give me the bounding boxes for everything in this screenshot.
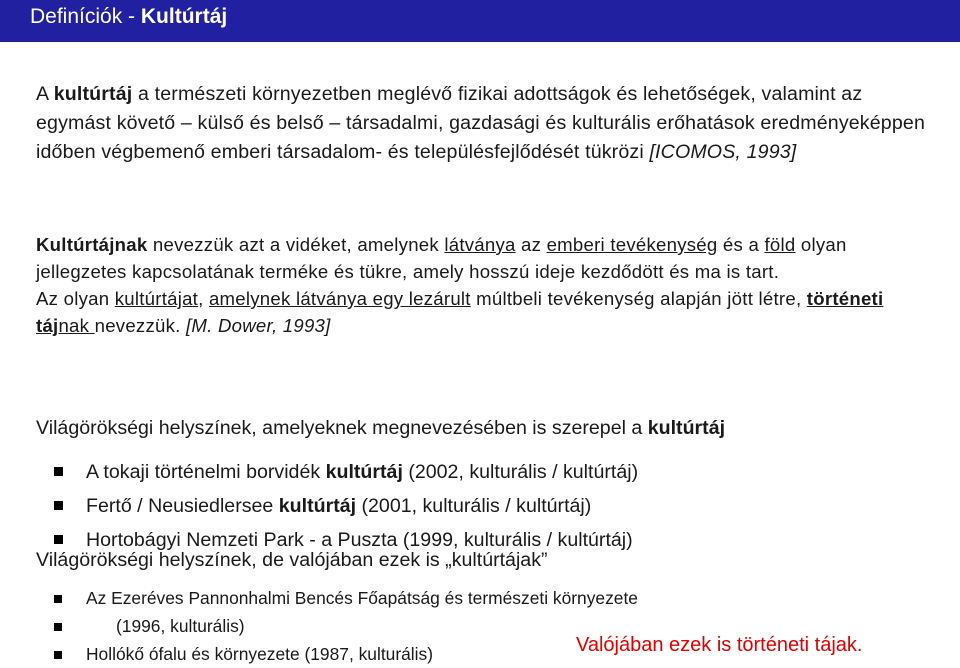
text: Hollókő ófalu és környezete (1987, kulturális) [86,644,434,664]
list-item [36,584,931,612]
historical-landscape-note: Valójában ezek is történeti tájak. [576,634,863,656]
underlined-term: emberi tevékenység [546,234,718,255]
underlined-term: kultúrtájat [114,288,199,309]
text: Hortobágyi Nemzeti Park - a Puszta (1999, kulturális / kultúrtáj) [86,529,633,551]
bullet-square-icon [54,623,62,631]
bullet-square-icon [54,595,62,603]
list-item [36,489,931,523]
term-bold: kultúrtáj [53,83,133,105]
definition-dower [36,231,931,339]
text: A tokaji történelmi borvidék [86,461,326,483]
cultural-landscape-list [36,455,931,557]
title-main: Kultúrtáj [140,5,228,28]
text: (2002, kulturális / kultúrtáj) [402,461,639,483]
text: és a [717,234,765,255]
underlined-term: látványa [444,234,516,255]
text: Világörökségi helyszínek, amelyeknek megnevezésében is szerepel a [36,417,648,439]
term-bold: kultúrtáj [325,461,403,483]
term-bold: kultúrtáj [278,495,357,517]
underlined-suffix: nak [58,315,95,336]
citation: [ICOMOS, 1993] [649,141,797,163]
text: Az olyan [36,288,115,309]
citation: [M. Dower, 1993] [186,315,331,336]
text: , [198,288,209,309]
text: nevezzük. [94,315,186,336]
text: múltbeli tevékenység alapján jött létre, [470,288,807,309]
text: a természeti környezetben meglévő fizikai adottságok és lehetőségek, valamint az egymást követő – külső és belső – társadalmi, gazdasági és kulturális erőhatások eredményeképpen időben végbemenő emberi társadalom- és településfejlődését tükrözi [36,83,925,163]
underlined-term: amelynek látványa egy lezárult [208,288,471,309]
list-item [36,455,931,489]
world-heritage-intro [36,414,931,443]
text: nevezzük azt a vidéket, amelynek [147,234,445,255]
world-heritage-other: Világörökségi helyszínek, de valójában ezek is „kultúrtájak” [36,549,548,571]
bullet-square-icon [54,535,63,544]
text: (2001, kulturális / kultúrtáj) [356,495,592,517]
text: A [36,83,54,105]
historical-landscape-term: történeti táj [36,288,884,336]
underlined-term: föld [764,234,796,255]
title-prefix: Definíciók - [30,5,141,28]
definition-icomos [36,80,931,167]
text: Az Ezeréves Pannonhalmi Bencés Főapátság és természeti környezete [86,588,638,608]
title-bar [0,0,960,42]
text: Fertő / Neusiedlersee [86,495,279,517]
bullet-square-icon [54,651,62,659]
text: az [515,234,547,255]
bullet-square-icon [54,501,63,510]
term-bold: Kultúrtájnak [36,234,148,255]
text: olyan jellegzetes kapcsolatának terméke és tükre, amely hosszú ideje kezdődött és ma is tart. [36,234,847,282]
bullet-square-icon [54,467,63,476]
slide-title [30,5,227,29]
text: (1996, kulturális) [116,616,245,636]
term-bold: kultúrtáj [647,417,726,439]
